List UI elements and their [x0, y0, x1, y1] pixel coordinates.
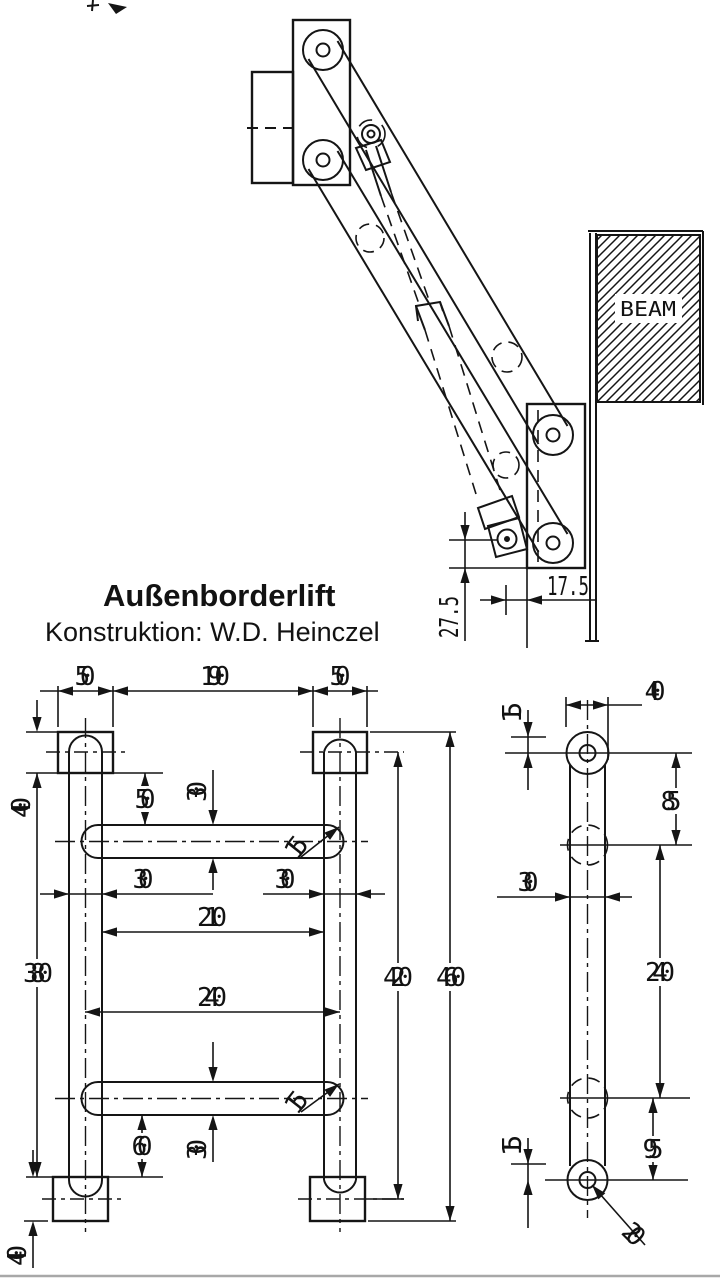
dim-190: 190: [200, 662, 230, 692]
dim-60: 60: [131, 1132, 153, 1162]
side-view: [497, 677, 692, 1253]
dim-420: 420: [383, 963, 413, 993]
assembly-view: [247, 20, 703, 648]
dim-85: [657, 753, 686, 845]
dim-50-right: 50: [329, 662, 351, 692]
dim-outer-height: [17, 773, 59, 1177]
dim-30-lower: 30: [183, 1139, 213, 1160]
dim-r15-upper: 15: [278, 830, 316, 866]
dim-upper-bar-thickness: [183, 770, 218, 890]
dim-end-offset-bottom: [498, 1135, 546, 1228]
dim-20: 20: [615, 1216, 652, 1253]
dim-lower-gap: [108, 1115, 163, 1177]
dim-lower-bar-thickness: [183, 1042, 218, 1162]
dim-40-side: 40: [644, 677, 666, 707]
dim-hole-span: [368, 752, 419, 1199]
dim-240-side-text: 240: [645, 958, 675, 988]
dim-block-height-bottom: [3, 1150, 48, 1268]
front-view: [3, 662, 471, 1268]
dim-40-top: 40: [7, 797, 37, 818]
drawing-title: Außenborderlift: [103, 578, 336, 613]
dim-30-wall-right: 30: [274, 865, 296, 895]
dim-40-bottom: 40: [3, 1245, 33, 1266]
dim-30-side: 30: [517, 868, 539, 898]
dim-240: 240: [197, 983, 227, 1013]
dim-240-side: [639, 845, 681, 1098]
dim-380: 380: [23, 959, 53, 989]
dim-r15-lower: 15: [278, 1085, 316, 1121]
radius-leader-upper: [279, 823, 342, 865]
beam-label: BEAM: [620, 297, 676, 321]
dim-end-offset-top: [498, 702, 546, 790]
dim-85-text: 85: [660, 787, 682, 817]
dim-30-wall-left: 30: [132, 865, 154, 895]
dim-460: 460: [436, 963, 466, 993]
dim-95-text: 95: [642, 1135, 664, 1165]
dim-block-height-top: [7, 700, 58, 818]
dim-210: 210: [197, 903, 227, 933]
hole-leader: [589, 1182, 652, 1253]
drawing-subtitle: Konstruktion: W.D. Heinczel: [45, 617, 380, 647]
dim-pivot-drop: [435, 512, 529, 641]
dim-50-gap: 50: [134, 785, 156, 815]
dim-27-5: 27.5: [435, 575, 465, 638]
dim-bar-width: [497, 868, 632, 902]
dim-95: [639, 1098, 668, 1180]
dim-50-left: 50: [74, 662, 96, 692]
dim-17-5: 17.5: [547, 572, 589, 602]
dim-30-upper: 30: [183, 781, 213, 802]
dim-15-bottom: 15: [498, 1135, 528, 1156]
dim-bracket-offset: [480, 569, 597, 648]
dim-inner-span: [102, 899, 324, 937]
lift-arms: [309, 41, 568, 552]
dim-gap-50: [113, 773, 163, 825]
dim-center-span: [85, 983, 340, 1017]
scan-artifact: [87, 0, 127, 14]
dim-top-chain: [40, 662, 378, 727]
dim-15-top: 15: [498, 702, 528, 723]
